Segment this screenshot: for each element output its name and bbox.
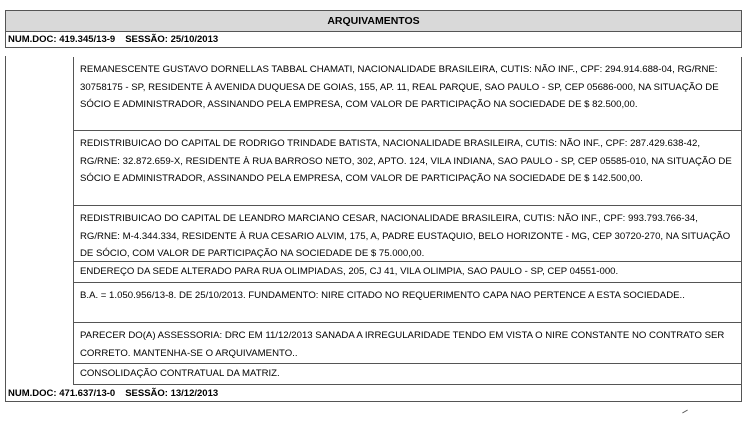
entry-text: REMANESCENTE GUSTAVO DORNELLAS TABBAL CHAMATI, NACIONALIDADE BRASILEIRA, CUTIS: NÃO INF., CPF: 294.914.688-04, RG/RNE: 30758175 - SP, RESIDENTE À AVENIDA DUQUESA DE GOIAS, 155, AP. 11, REAL PARQUE, SAO PAULO - SP, CEP 05686-000, NA SITUAÇÃO DE SÓCIO E ADMINISTRADOR, ASSINANDO PELA EMPRESA, COM VALOR DE PARTICIPAÇÃO NA SOCIEDADE DE $ 82.500,00. (80, 64, 719, 110)
doc-number: NUM.DOC: 471.637/13-0 (8, 387, 116, 399)
doc-line (5, 385, 742, 402)
entry-text: ENDEREÇO DA SEDE ALTERADO PARA RUA OLIMPIADAS, 205, CJ 41, VILA OLIMPIA, SAO PAULO - SP, CEP 04551-000. (80, 266, 619, 277)
entry-text: REDISTRIBUICAO DO CAPITAL DE LEANDRO MARCIANO CESAR, NACIONALIDADE BRASILEIRA, CUTIS: NÃO INF., CPF: 993.793.766-34, RG/RNE: M-4.344.334, RESIDENTE À RUA CESARIO ALVIM, 175, A, PADRE EUSTAQUIO, BELO HORIZONTE - MG, CEP 30720-270, NA SITUAÇÃO DE SÓCIO, COM VALOR DE PARTICIPAÇÃO NA SOCIEDADE DE $ 75.000,00. (80, 213, 731, 259)
section-header (5, 10, 742, 32)
doc-session: SESSÃO: 25/10/2013 (125, 33, 219, 45)
doc-session: SESSÃO: 13/12/2013 (125, 387, 219, 399)
doc-number: NUM.DOC: 419.345/13-9 (8, 33, 116, 45)
list-item (73, 206, 742, 262)
entry-text: B.A. = 1.050.956/13-8. DE 25/10/2013. FUNDAMENTO: NIRE CITADO NO REQUERIMENTO CAPA NAO PERTENCE A ESTA SOCIEDADE.. (80, 290, 685, 301)
list-item (73, 131, 742, 206)
list-item (73, 283, 742, 323)
doc-line (5, 31, 742, 48)
entry-text: REDISTRIBUICAO DO CAPITAL DE RODRIGO TRINDADE BATISTA, NACIONALIDADE BRASILEIRA, CUTIS: NÃO INF., CPF: 287.429.638-42, RG/RNE: 32.872.659-X, RESIDENTE À RUA BARROSO NETO, 302, APTO. 124, VILA INDIANA, SAO PAULO - SP, CEP 05585-010, NA SITUAÇÃO DE SÓCIO E ADMINISTRADOR, ASSINANDO PELA EMPRESA, COM VALOR DE PARTICIPAÇÃO NA SOCIEDADE DE $ 142.500,00. (80, 138, 732, 184)
entry-text: PARECER DO(A) ASSESSORIA: DRC EM 11/12/2013 SANADA A IRREGULARIDADE TENDO EM VISTA O NIRE CONSTANTE NO CONTRATO SER CORRETO. MANTENHA-SE O ARQUIVAMENTO.. (80, 330, 725, 359)
list-item (73, 262, 742, 283)
list-item (73, 364, 742, 385)
section-title: ARQUIVAMENTOS (327, 15, 420, 27)
entry-list (73, 57, 742, 385)
entry-text: CONSOLIDAÇÃO CONTRATUAL DA MATRIZ. (80, 368, 280, 379)
list-item (73, 57, 742, 131)
page-mark (682, 410, 688, 414)
list-item (73, 323, 742, 364)
left-border (5, 56, 6, 396)
